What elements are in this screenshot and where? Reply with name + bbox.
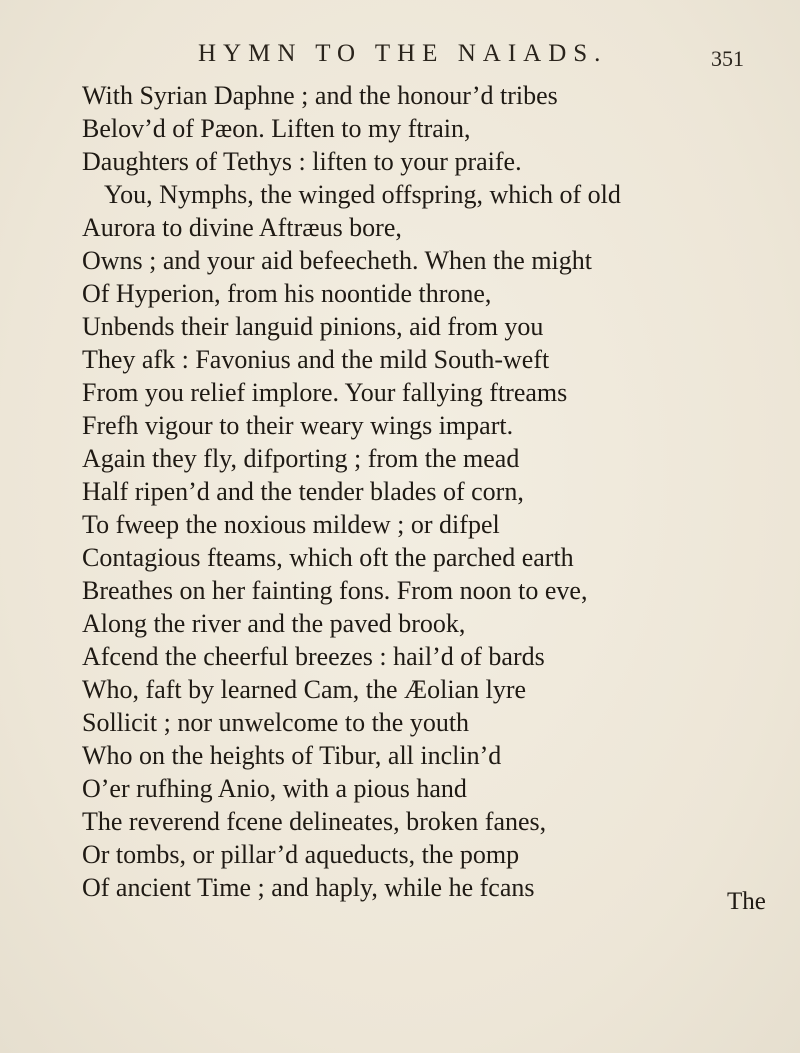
poem-line: Belov’d of Pæon. Liften to my ftrain,	[82, 114, 471, 143]
poem-line: Who, faft by learned Cam, the Æolian lyre	[82, 675, 527, 704]
poem-line: From you relief implore. Your fallying ftreams	[82, 378, 568, 407]
poem-line: Owns ; and your aid befeecheth. When the might	[82, 246, 592, 275]
poem-line: Sollicit ; nor unwelcome to the youth	[82, 708, 470, 737]
poem-line: You, Nymphs, the winged offspring, which of old	[104, 180, 621, 209]
poem-line: The reverend fcene delineates, broken fanes,	[82, 807, 547, 836]
poem-line: With Syrian Daphne ; and the honour’d tribes	[82, 81, 558, 110]
catchword: The	[727, 888, 766, 915]
poem-line: Half ripen’d and the tender blades of corn,	[82, 477, 524, 506]
poem-line: Contagious fteams, which oft the parched earth	[82, 543, 574, 572]
page-number: 351	[711, 46, 744, 71]
poem-line: Who on the heights of Tibur, all inclin’d	[82, 741, 502, 770]
poem-line: O’er rufhing Anio, with a pious hand	[82, 774, 467, 803]
poem-line: Afcend the cheerful breezes : hail’d of bards	[82, 642, 545, 671]
poem-line: Or tombs, or pillar’d aqueducts, the pomp	[82, 840, 520, 869]
poem-line: To fweep the noxious mildew ; or difpel	[82, 510, 500, 539]
poem-line: Along the river and the paved brook,	[82, 609, 466, 638]
poem-line: Frefh vigour to their weary wings impart.	[82, 411, 514, 440]
poem-line: They afk : Favonius and the mild South-weft	[82, 345, 550, 374]
poem-line: Again they fly, difporting ; from the mead	[82, 444, 520, 473]
poem-line: Of Hyperion, from his noontide throne,	[82, 279, 492, 308]
poem-line: Aurora to divine Aftræus bore,	[82, 213, 402, 242]
poem-line: Breathes on her fainting fons. From noon to eve,	[82, 576, 588, 605]
poem-line: Unbends their languid pinions, aid from you	[82, 312, 544, 341]
poem-line: Daughters of Tethys : liften to your praife.	[82, 147, 522, 176]
poem-line: Of ancient Time ; and haply, while he fcans	[82, 873, 535, 902]
running-head: HYMN TO THE NAIADS.	[198, 40, 608, 67]
